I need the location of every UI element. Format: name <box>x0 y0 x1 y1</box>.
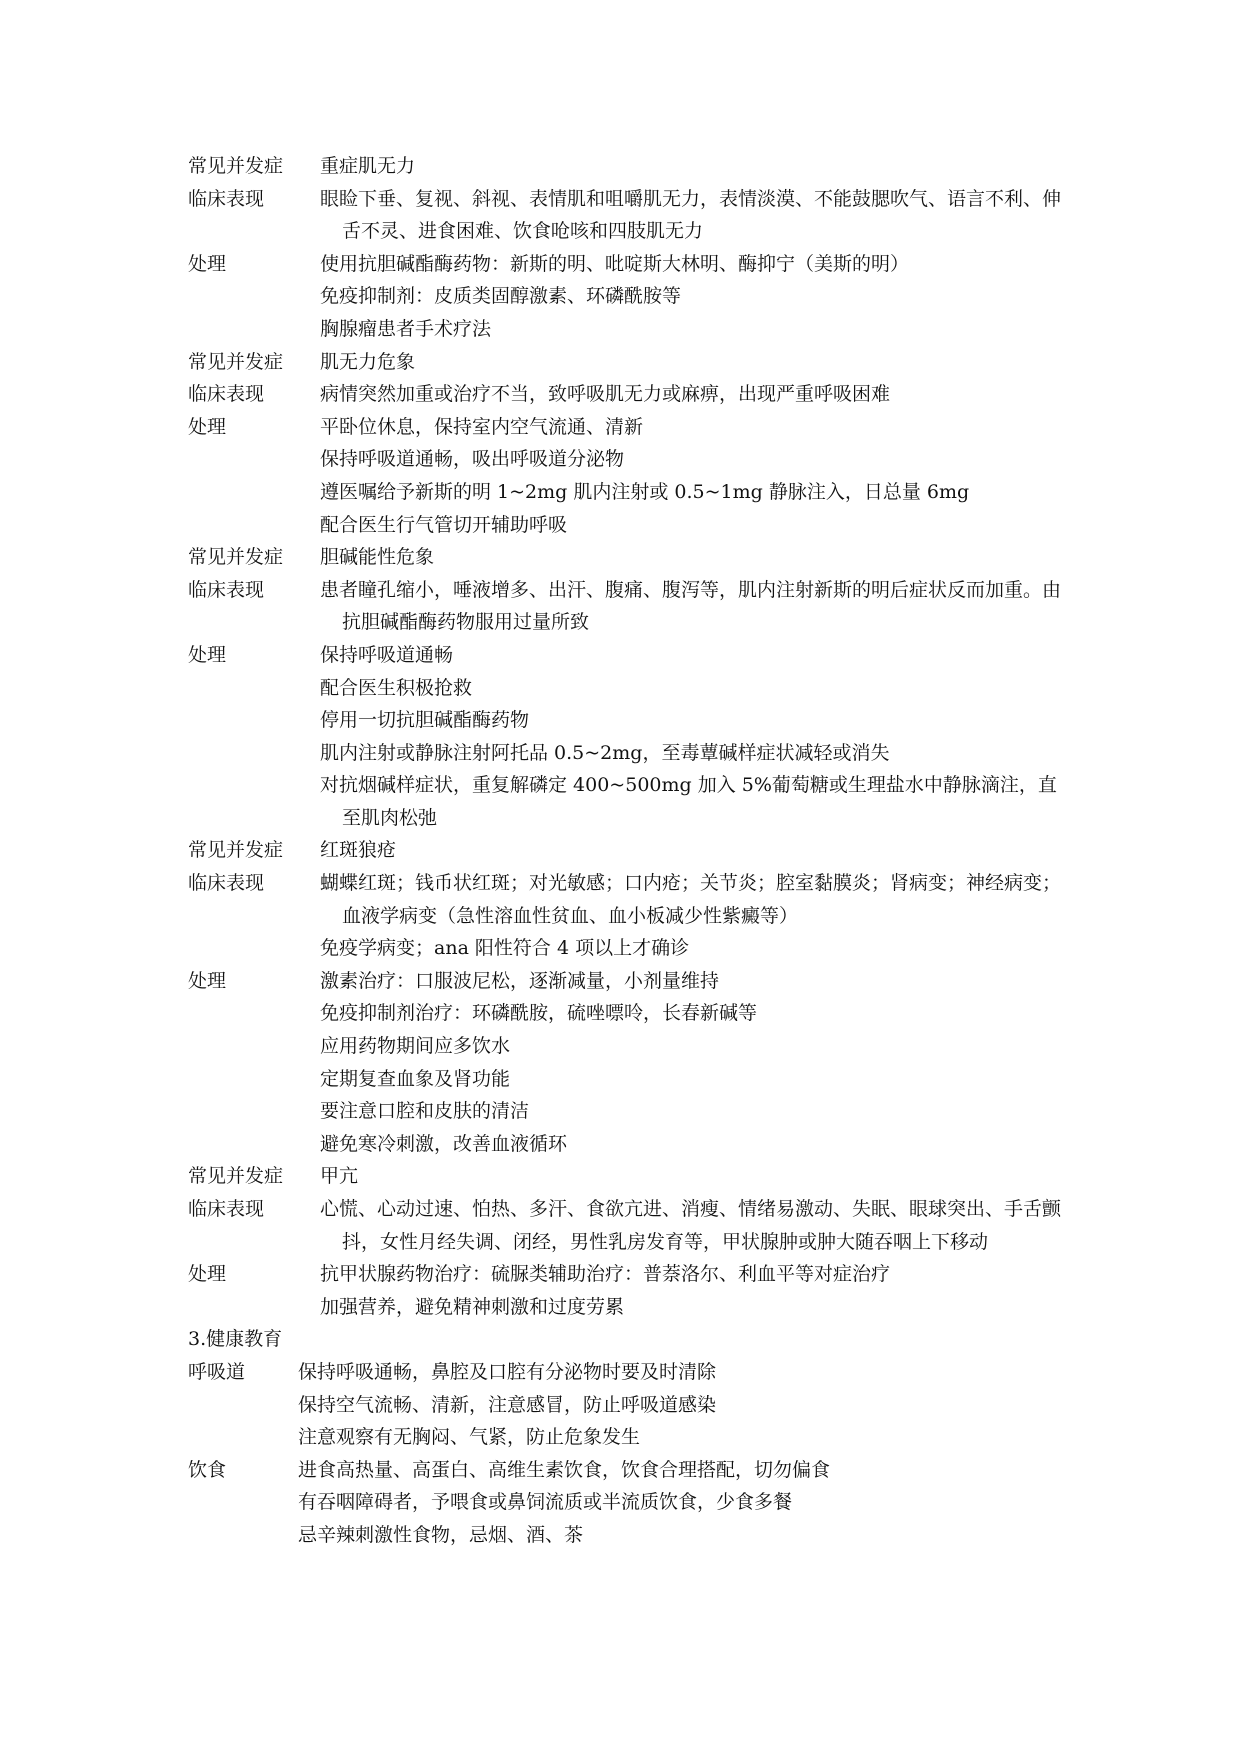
entry-line: 平卧位休息，保持室内空气流通、清新 <box>320 415 644 438</box>
entry-treatment-1 <box>188 248 1068 346</box>
entry-line: 眼睑下垂、复视、斜视、表情肌和咀嚼肌无力，表情淡漠、不能鼓腮吹气、语言不利、伸舌不灵、进食困难、饮食呛咳和四肢肌无力 <box>320 187 1062 243</box>
document-body <box>188 150 1068 1552</box>
entry-label: 常见并发症 <box>188 839 284 862</box>
entry-complication-3 <box>188 541 1068 574</box>
entry-treatment-5 <box>188 1258 1068 1323</box>
entry-clinical-2 <box>188 378 1068 411</box>
entry-line: 重症肌无力 <box>320 155 416 177</box>
entry-line: 患者瞳孔缩小，唾液增多、出汗、腹痛、腹泻等，肌内注射新斯的明后症状反而加重。由抗胆碱酯酶药物服用过量所致 <box>320 578 1062 634</box>
entry-line: 忌辛辣刺激性食物，忌烟、酒、茶 <box>298 1523 584 1546</box>
entry-line: 心慌、心动过速、怕热、多汗、食欲亢进、消瘦、情绪易激动、失眠、眼球突出、手舌颤抖，女性月经失调、闭经，男性乳房发育等，甲状腺肿或肿大随吞咽上下移动 <box>320 1198 1062 1253</box>
entry-label: 常见并发症 <box>188 546 284 569</box>
entry-line: 进食高热量、高蛋白、高维生素饮食，饮食合理搭配，切勿偏食 <box>298 1458 831 1481</box>
entry-line: 保持空气流畅、清新，注意感冒，防止呼吸道感染 <box>298 1393 717 1416</box>
entry-complication-2 <box>188 346 1068 379</box>
entry-line: 胸腺瘤患者手术疗法 <box>320 317 492 340</box>
entry-line: 保持呼吸道通畅，吸出呼吸道分泌物 <box>320 448 625 471</box>
entry-label: 处理 <box>188 1263 227 1286</box>
entry-line: 红斑狼疮 <box>320 839 397 862</box>
entry-line: 肌无力危象 <box>320 350 416 373</box>
entry-label: 临床表现 <box>188 187 265 210</box>
entry-line: 甲亢 <box>320 1165 359 1188</box>
entry-line: 配合医生行气管切开辅助呼吸 <box>320 513 568 536</box>
entry-line: 抗甲状腺药物治疗：硫脲类辅助治疗：普萘洛尔、利血平等对症治疗 <box>320 1263 891 1286</box>
entry-treatment-2 <box>188 411 1068 541</box>
entry-clinical-3 <box>188 574 1068 639</box>
entry-line: 病情突然加重或治疗不当，致呼吸肌无力或麻痹，出现严重呼吸困难 <box>320 383 891 406</box>
entry-clinical-5 <box>188 1193 1068 1258</box>
entry-treatment-3 <box>188 639 1068 835</box>
entry-label: 临床表现 <box>188 872 265 895</box>
entry-label: 临床表现 <box>188 383 265 406</box>
entry-label: 呼吸道 <box>188 1360 246 1383</box>
entry-label: 常见并发症 <box>188 350 284 373</box>
entry-complication-5 <box>188 1160 1068 1193</box>
entry-line: 保持呼吸通畅，鼻腔及口腔有分泌物时要及时清除 <box>298 1360 717 1383</box>
entry-line: 对抗烟碱样症状，重复解磷定 400~500mg 加入 5%葡萄糖或生理盐水中静脉滴注，直至肌肉松弛 <box>320 774 1057 829</box>
entry-line: 胆碱能性危象 <box>320 546 435 569</box>
entry-label: 常见并发症 <box>188 1165 284 1188</box>
entry-education-respiratory <box>188 1356 1068 1454</box>
entry-line: 免疫抑制剂：皮质类固醇激素、环磷酰胺等 <box>320 285 682 308</box>
entry-line: 要注意口腔和皮肤的清洁 <box>320 1100 530 1123</box>
section-heading-health-education: 3.健康教育 <box>188 1328 283 1351</box>
entry-line: 免疫抑制剂治疗：环磷酰胺，硫唑嘌呤，长春新碱等 <box>320 1002 758 1025</box>
entry-label: 处理 <box>188 643 227 666</box>
entry-label: 处理 <box>188 252 227 275</box>
entry-label: 饮食 <box>188 1458 227 1481</box>
entry-complication-1 <box>188 150 1068 183</box>
entry-line: 蝴蝶红斑；钱币状红斑；对光敏感；口内疮；关节炎；腔室黏膜炎；肾病变；神经病变；血液学病变（急性溶血性贫血、血小板减少性紫癜等） <box>320 872 1062 927</box>
entry-label: 处理 <box>188 969 227 992</box>
entry-education-diet <box>188 1454 1068 1552</box>
entry-label: 常见并发症 <box>188 155 284 177</box>
entry-treatment-4 <box>188 965 1068 1161</box>
entry-line: 配合医生积极抢救 <box>320 676 473 699</box>
entry-line: 激素治疗：口服波尼松，逐渐减量，小剂量维持 <box>320 969 720 992</box>
entry-line: 保持呼吸道通畅 <box>320 643 454 666</box>
entry-line: 应用药物期间应多饮水 <box>320 1035 511 1058</box>
entry-line: 遵医嘱给予新斯的明 1~2mg 肌内注射或 0.5~1mg 静脉注入，日总量 6mg <box>320 480 970 503</box>
entry-line: 加强营养，避免精神刺激和过度劳累 <box>320 1295 625 1318</box>
entry-line: 避免寒冷刺激，改善血液循环 <box>320 1132 568 1155</box>
entry-line: 停用一切抗胆碱酯酶药物 <box>320 709 530 732</box>
entry-line: 肌内注射或静脉注射阿托品 0.5~2mg，至毒蕈碱样症状减轻或消失 <box>320 741 890 764</box>
entry-line: 注意观察有无胸闷、气紧，防止危象发生 <box>298 1426 641 1449</box>
entry-clinical-1 <box>188 183 1068 248</box>
entry-line: 有吞咽障碍者，予喂食或鼻饲流质或半流质饮食，少食多餐 <box>298 1491 793 1514</box>
entry-label: 临床表现 <box>188 578 265 601</box>
entry-label: 处理 <box>188 415 227 438</box>
entry-clinical-4 <box>188 867 1068 965</box>
entry-complication-4 <box>188 834 1068 867</box>
entry-line: 免疫学病变；ana 阳性符合 4 项以上才确诊 <box>320 937 690 960</box>
entry-line: 定期复查血象及肾功能 <box>320 1067 511 1090</box>
entry-line: 使用抗胆碱酯酶药物：新斯的明、吡啶斯大林明、酶抑宁（美斯的明） <box>320 252 910 275</box>
entry-label: 临床表现 <box>188 1198 265 1220</box>
